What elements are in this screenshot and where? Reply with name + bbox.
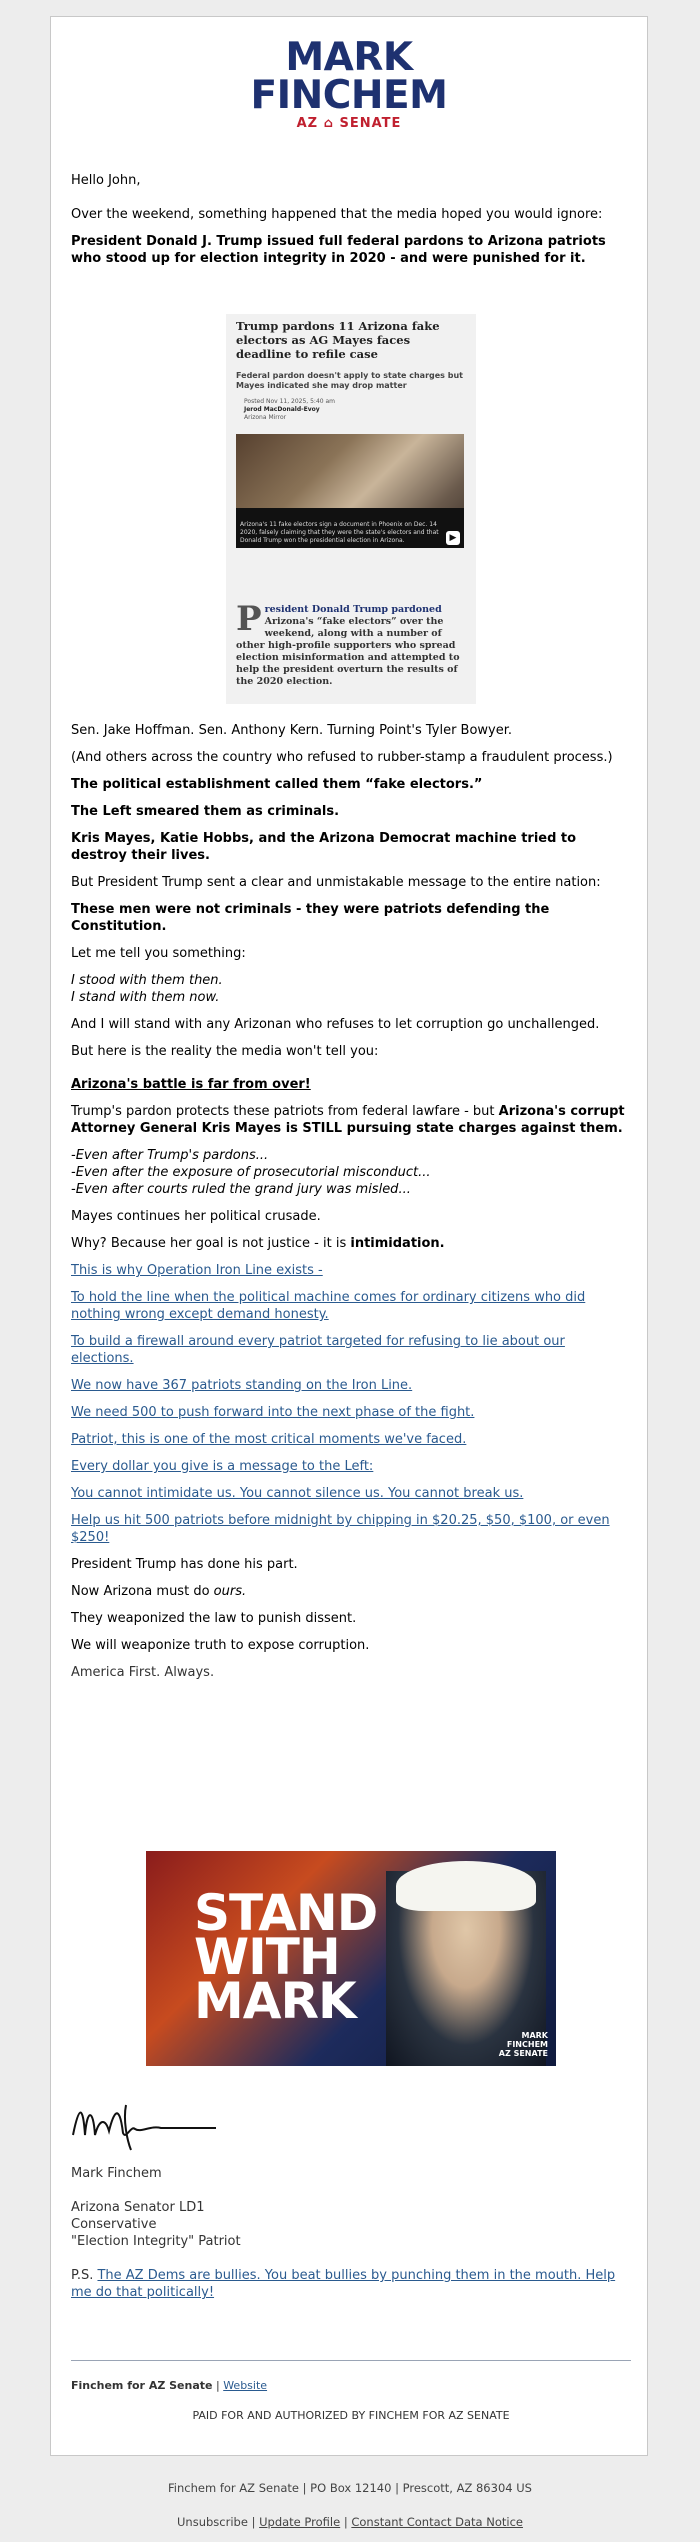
footer-org: Finchem for AZ Senate: [71, 2379, 213, 2392]
cowboy-hat-shape: [396, 1861, 536, 1911]
intro-paragraph: Over the weekend, something happened that the media hoped you would ignore:: [71, 207, 603, 222]
donate-link-7[interactable]: Every dollar you give is a message to the Left:: [71, 1459, 374, 1474]
signer-title-2: Conservative: [71, 2217, 157, 2232]
battle-not-over: Arizona's battle is far from over!: [71, 1077, 311, 1092]
article-body: [236, 599, 466, 688]
machine-line: Kris Mayes, Katie Hobbs, and the Arizona Democrat machine tried to destroy their lives.: [71, 831, 577, 863]
signature-icon: [71, 2095, 221, 2155]
donate-link-6[interactable]: Patriot, this is one of the most critical moments we've faced.: [71, 1432, 467, 1447]
logo-line-2: FINCHEM: [250, 73, 448, 118]
outer-sep-1: |: [247, 2515, 260, 2529]
greeting: Hello John,: [71, 173, 141, 188]
news-article-image: [226, 314, 476, 704]
article-meta: [244, 398, 335, 422]
even-after-list: [71, 1147, 631, 1198]
mayes-charges-text: Arizona's corrupt Attorney General Kris Mayes is STILL pursuing state charges against them.: [71, 1104, 625, 1136]
banner-mini-logo: [499, 2031, 548, 2058]
article-outlet: Arizona Mirror: [244, 414, 287, 421]
logo-line-1: MARK: [285, 35, 413, 80]
update-profile-link[interactable]: Update Profile: [259, 2515, 341, 2529]
email-card: [50, 16, 648, 2456]
weaponize-truth: We will weaponize truth to expose corruption.: [71, 1638, 370, 1653]
trump-done-part: President Trump has done his part.: [71, 1557, 298, 1572]
even-after-3: -Even after courts ruled the grand jury was misled...: [71, 1182, 411, 1197]
article-headline: Trump pardons 11 Arizona fake electors as AG Mayes faces deadline to refile case: [236, 319, 440, 361]
even-after-2: -Even after the exposure of prosecutorial misconduct...: [71, 1165, 431, 1180]
ours-word: ours.: [213, 1584, 247, 1599]
postscript: [71, 2267, 631, 2301]
donate-link-5[interactable]: We need 500 to push forward into the next phase of the fight.: [71, 1405, 475, 1420]
article-lead: resident Donald Trump pardoned: [264, 604, 442, 615]
banner-text: [194, 1884, 378, 2030]
stand-now: I stand with them now.: [71, 990, 220, 1005]
signer-title-3: "Election Integrity" Patriot: [71, 2234, 241, 2249]
article-body-text: Arizona's “fake electors” over the weekend, along with a number of other high-profile supporters who spread election misinformation and attempted to help the president overturn the results of the 2020 election.: [236, 616, 460, 687]
donate-link-3[interactable]: To build a firewall around every patriot targeted for refusing to lie about our elections.: [71, 1334, 565, 1366]
website-link[interactable]: Website: [223, 2379, 268, 2392]
banner-line-1: STAND: [194, 1884, 378, 1942]
why-text: Why? Because her goal is not justice - it is: [71, 1236, 351, 1251]
paid-for-disclaimer: PAID FOR AND AUTHORIZED BY FINCHEM FOR AZ SENATE: [192, 2409, 510, 2422]
reality-line: But here is the reality the media won't tell you:: [71, 1044, 379, 1059]
mailing-address: Finchem for AZ Senate | PO Box 12140 | Prescott, AZ 86304 US: [168, 2481, 532, 2495]
footer-sep: |: [212, 2379, 224, 2392]
donate-link-4[interactable]: We now have 367 patriots standing on the Iron Line.: [71, 1378, 413, 1393]
intimidation-word: intimidation.: [350, 1236, 445, 1251]
data-notice-link[interactable]: Constant Contact Data Notice: [351, 2515, 523, 2529]
logo-line-3: AZ ⌂ SENATE: [296, 116, 402, 131]
pardon-headline: President Donald J. Trump issued full federal pardons to Arizona patriots who stood up for election integrity in 2020 - and were punished for it.: [71, 234, 606, 266]
article-photo: [236, 434, 464, 548]
stood-with-them: [71, 972, 631, 1006]
signer-titles: [71, 2199, 631, 2250]
article-dropcap: P: [236, 599, 262, 639]
signer-title-1: Arizona Senator LD1: [71, 2200, 205, 2215]
donate-link-1[interactable]: This is why Operation Iron Line exists -: [71, 1263, 323, 1278]
even-after-1: -Even after Trump's pardons...: [71, 1148, 269, 1163]
donate-link-2[interactable]: To hold the line when the political machine comes for ordinary citizens who did nothing wrong except demand honesty.: [71, 1290, 586, 1322]
america-first: America First. Always.: [71, 1665, 215, 1680]
campaign-logo: [51, 35, 647, 132]
arizona-must-do: [71, 1583, 631, 1600]
photo-caption: Arizona's 11 fake electors sign a document in Phoenix on Dec. 14 2020, falsely claiming that they were the state's electors and that Donald Trump won the presidential election in Arizona.: [240, 521, 439, 544]
establishment-line: The political establishment called them “fake electors.”: [71, 777, 483, 792]
ps-label: P.S.: [71, 2268, 98, 2283]
mini-logo-line-2: FINCHEM: [506, 2040, 548, 2049]
weaponized-law: They weaponized the law to punish dissent.: [71, 1611, 357, 1626]
article-posted: Posted Nov 11, 2025, 5:40 am: [244, 398, 336, 405]
intimidation-paragraph: [71, 1235, 631, 1252]
banner-line-3: MARK: [194, 1972, 356, 2030]
others-paragraph: (And others across the country who refused to rubber-stamp a fraudulent process.): [71, 750, 613, 765]
stand-with-mark-banner[interactable]: [146, 1851, 556, 2066]
lawfare-text: Trump's pardon protects these patriots from federal lawfare - but: [71, 1104, 499, 1119]
article-author: Jerod MacDonald-Evoy: [244, 406, 320, 413]
email-body-main: [71, 722, 631, 1691]
donate-link-8[interactable]: You cannot intimidate us. You cannot silence us. You cannot break us.: [71, 1486, 524, 1501]
left-smeared-line: The Left smeared them as criminals.: [71, 804, 340, 819]
outer-links: [0, 2515, 700, 2529]
named-electors: Sen. Jake Hoffman. Sen. Anthony Kern. Turning Point's Tyler Bowyer.: [71, 723, 513, 738]
email-body: [71, 172, 631, 277]
outer-sep-2: |: [340, 2515, 352, 2529]
patriots-line: These men were not criminals - they were patriots defending the Constitution.: [71, 902, 550, 934]
stood-then: I stood with them then.: [71, 973, 223, 988]
let-me-tell-line: Let me tell you something:: [71, 946, 246, 961]
crusade-line: Mayes continues her political crusade.: [71, 1209, 321, 1224]
signer-name: Mark Finchem: [71, 2166, 162, 2181]
trump-message-line: But President Trump sent a clear and unmistakable message to the entire nation:: [71, 875, 601, 890]
mini-logo-line-3: AZ SENATE: [498, 2049, 548, 2058]
unsubscribe-link[interactable]: Unsubscribe: [177, 2515, 248, 2529]
ps-donate-link[interactable]: The AZ Dems are bullies. You beat bullies by punching them in the mouth. Help me do that politically!: [71, 2268, 616, 2300]
footer-row: [71, 2379, 267, 2392]
signature-block: [71, 2165, 631, 2311]
play-icon: ▶: [446, 531, 460, 545]
donate-link-9[interactable]: Help us hit 500 patriots before midnight by chipping in $20.25, $50, $100, or even $250!: [71, 1513, 610, 1545]
article-subhead: Federal pardon doesn't apply to state charges but Mayes indicated she may drop matter: [236, 371, 463, 390]
banner-line-2: WITH: [194, 1928, 340, 1986]
federal-lawfare-paragraph: [71, 1103, 631, 1137]
mini-logo-line-1: MARK: [521, 2031, 548, 2040]
stand-with-any-line: And I will stand with any Arizonan who refuses to let corruption go unchallenged.: [71, 1017, 600, 1032]
arizona-text: Now Arizona must do: [71, 1584, 214, 1599]
email-footer: [71, 2360, 631, 2422]
